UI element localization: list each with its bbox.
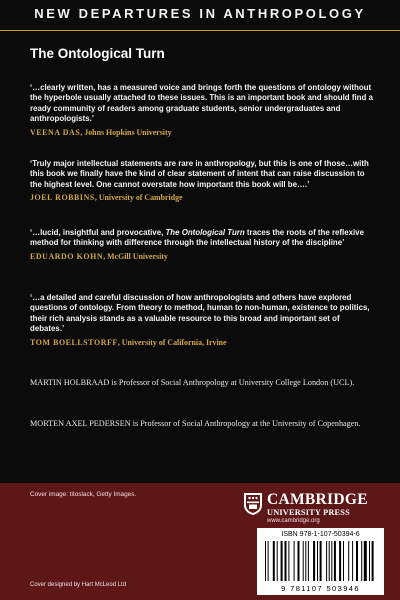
review-quote: ‘Truly major intellectual statements are rare in anthropology, but this is one of those…with this book we finally have the kind of clear statement of intent that can raise discussion to the highest level. One cannot overstate how important this book will be….’	[30, 159, 369, 189]
series-banner	[0, 0, 400, 31]
barcode-bar	[326, 541, 327, 581]
book-title: The Ontological Turn	[30, 46, 165, 61]
barcode-bar	[285, 541, 287, 581]
reviewer-name: JOEL ROBBINS	[30, 193, 95, 203]
publisher-name-line2: UNIVERSITY PRESS	[267, 507, 350, 517]
barcode-bar	[329, 541, 330, 581]
cambridge-crest-icon	[243, 492, 263, 516]
barcode-bar	[268, 541, 269, 581]
review-eduardo-kohn	[30, 228, 375, 262]
barcode-bar	[369, 541, 370, 581]
reviewer-institution: , Johns Hopkins University	[80, 127, 172, 137]
barcode-bar	[361, 541, 362, 581]
isbn-label: ISBN 978-1-107-50394-6	[281, 531, 360, 538]
barcode-bar	[281, 541, 283, 581]
barcode-bar	[356, 541, 358, 581]
review-veena-das	[30, 83, 375, 138]
barcode-bar	[348, 541, 349, 581]
barcode-bar	[372, 541, 374, 581]
author-name: MARTIN HOLBRAAD	[30, 378, 110, 387]
review-quote-start: ‘…lucid, insightful and provocative,	[30, 228, 166, 237]
cover-image-credit: Cover image: titoslack, Getty Images.	[30, 491, 137, 498]
publisher-url: www.cambridge.org	[267, 517, 320, 524]
barcode-bar	[277, 541, 278, 581]
review-attribution	[30, 193, 375, 203]
barcode-bar	[288, 541, 289, 581]
barcode-bar	[339, 541, 341, 581]
publisher-name	[267, 492, 368, 517]
barcode-bar	[352, 541, 353, 581]
review-joel-robbins	[30, 159, 375, 203]
series-title: NEW DEPARTURES IN ANTHROPOLOGY	[34, 6, 366, 21]
review-attribution	[30, 338, 375, 348]
publisher-name-line1: CAMBRIDGE	[267, 491, 368, 508]
barcode-bar	[294, 541, 295, 581]
author-bio-pedersen	[30, 418, 370, 429]
barcode-bar	[298, 541, 300, 581]
cover-designer-credit: Cover designed by Hart McLeod Ltd	[30, 582, 127, 588]
barcode-bar	[303, 541, 304, 581]
reviewer-institution: , McGill University	[103, 251, 168, 261]
barcode-bar	[343, 541, 344, 581]
author-bio-text: is Professor of Social Anthropology at the University of Copenhagen.	[130, 419, 361, 428]
barcode-bar	[320, 541, 322, 581]
reviewer-institution: , University of California, Irvine	[117, 337, 227, 347]
barcode-bar	[317, 541, 318, 581]
review-quote: ‘…a detailed and careful discussion of how anthropologists and others have explored questions of ontology. From theory to method, human to non-human, existence to politics, their rich analysis stands as a valuable resource to this broad and important set of debates.’	[30, 293, 370, 334]
author-bio-holbraad	[30, 377, 370, 388]
barcode-bar	[305, 541, 306, 581]
reviewer-institution: , University of Cambridge	[94, 193, 183, 203]
barcode-bar	[313, 541, 315, 581]
review-tom-boellstorff	[30, 293, 375, 348]
reviewer-name: EDUARDO KOHN	[30, 251, 104, 261]
review-attribution	[30, 128, 375, 138]
barcode-bar	[265, 541, 266, 581]
barcode-digits: 9 781107 503946	[281, 584, 360, 593]
review-quote	[30, 228, 375, 249]
isbn-barcode	[257, 528, 384, 595]
author-bio-text: is Professor of Social Anthropology at University College London (UCL).	[109, 378, 355, 387]
review-quote-book-title: The Ontological Turn	[165, 228, 245, 237]
barcode-bars	[263, 541, 378, 581]
barcode-bar	[364, 541, 367, 581]
review-quote: ‘…clearly written, has a measured voice and brings forth the questions of ontology without the hyperbole usually attached to these issues. This is an important book and should find a ready community of readers among graduate students, senior undergraduates and anthropologists.’	[30, 83, 373, 124]
barcode-bar	[334, 541, 336, 581]
author-name: MORTEN AXEL PEDERSEN	[30, 419, 131, 428]
reviewer-name: VEENA DAS	[30, 127, 81, 137]
barcode-bar	[273, 541, 275, 581]
publisher-footer	[0, 483, 400, 600]
barcode-bar	[331, 541, 332, 581]
barcode-bar	[308, 541, 309, 581]
review-attribution	[30, 252, 375, 262]
review-quote-end: traces the roots of the reflexive method for thinking with difference through the intellectual history of the discipline’	[30, 228, 364, 248]
publisher-logo	[243, 492, 383, 524]
reviewer-name: TOM BOELLSTORFF	[30, 337, 118, 347]
